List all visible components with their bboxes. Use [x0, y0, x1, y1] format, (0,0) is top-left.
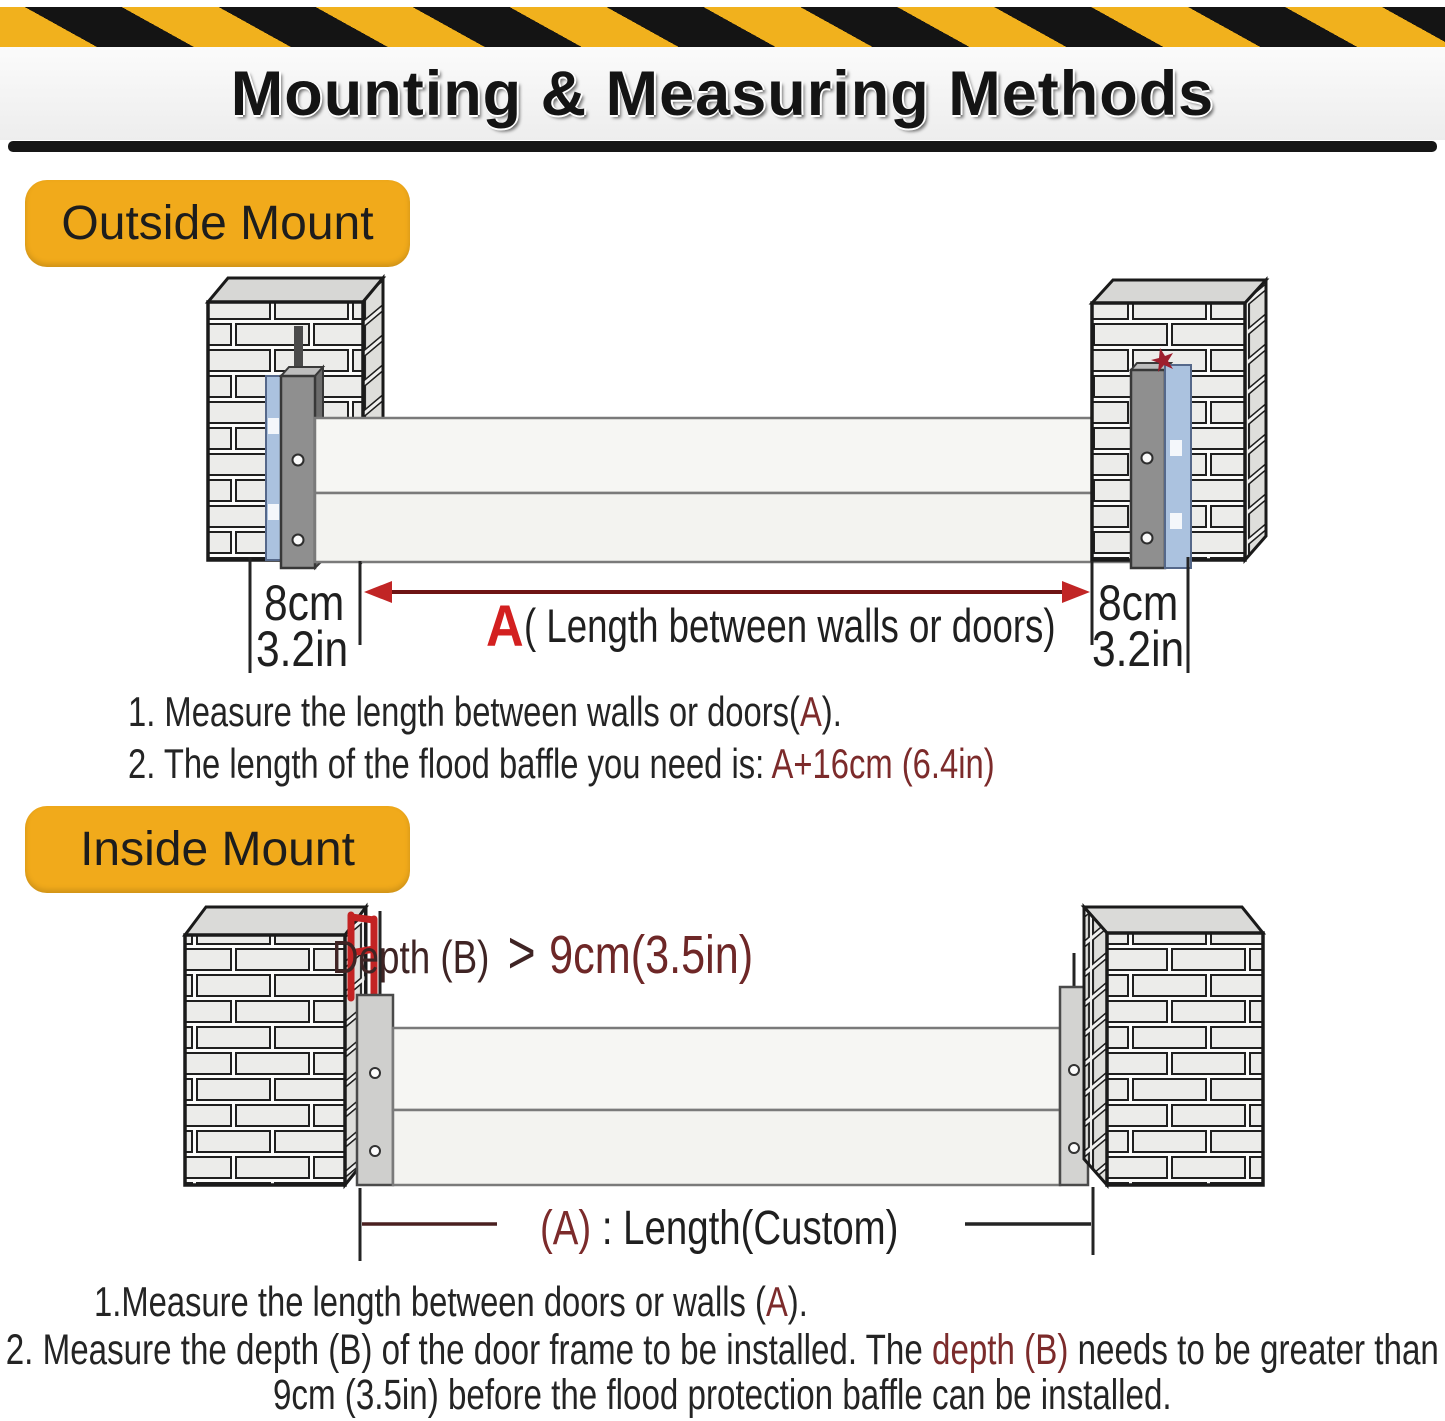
inside-mount-step-2: 2. Measure the depth (B) of the door frame to be installed. The depth (B) needs to be greater than 9cm (3.5in) before the flood protection baffle can be installed. [5, 1327, 1439, 1419]
outside-mount-diagram [0, 270, 1445, 680]
depth-label [332, 919, 753, 986]
screw-hole-icon [370, 1146, 380, 1156]
screw-hole-icon [370, 1068, 380, 1078]
arrowhead-right-icon [1062, 581, 1090, 603]
arrowhead-left-icon [364, 581, 392, 603]
mounting-channel-left [357, 995, 393, 1185]
header-title-band [0, 47, 1445, 140]
outside-mount-badge-label: Outside Mount [61, 197, 374, 250]
flood-baffle-panels [393, 1028, 1060, 1185]
inside-mount-drawing [0, 895, 1445, 1285]
outside-mount-badge [25, 180, 410, 267]
screw-hole-icon [1142, 533, 1153, 544]
screw-hole-icon [1069, 1065, 1079, 1075]
length-a-letter: A [486, 593, 524, 659]
screw-hole-icon [293, 535, 304, 546]
screw-hole-icon [1069, 1143, 1079, 1153]
length-arrow-label: ( Length between walls or doors) [524, 599, 1056, 653]
outside-mount-drawing [0, 270, 1445, 680]
svg-text:Depth (B) > 9cm(3.: Depth (B) > 9cm(3.5in) [332, 918, 754, 987]
gap-left-cm-label: 8cm [264, 574, 345, 631]
outside-mount-steps [128, 686, 995, 790]
hazard-stripe-banner [0, 7, 1445, 47]
screw-hole-icon [293, 455, 304, 466]
brick-pillar-right [1084, 907, 1263, 1185]
length-custom-label [540, 1202, 898, 1255]
inside-mount-badge [25, 806, 410, 893]
flood-baffle-panels [315, 418, 1131, 562]
inside-mount-step-1: 1.Measure the length between doors or walls (A). [94, 1278, 808, 1325]
gap-right-cm-label: 8cm [1098, 574, 1179, 631]
gap-left-in-label: 3.2in [256, 620, 349, 677]
outside-step-1: 1. Measure the length between walls or doors(A). [128, 688, 842, 735]
header-divider-bar [8, 141, 1437, 152]
outside-step-2: 2. The length of the flood baffle you need is: A+16cm (6.4in) [128, 740, 995, 787]
mounting-channel-right [1131, 348, 1191, 568]
svg-text:(A) : Length(Custom): (A) : Length(Custom) [540, 1202, 899, 1256]
inside-mount-diagram [0, 895, 1445, 1285]
gap-right-in-label: 3.2in [1092, 620, 1185, 677]
inside-mount-badge-label: Inside Mount [80, 823, 355, 876]
page-title: Mounting & Measuring Methods [230, 58, 1215, 129]
screw-hole-icon [1142, 453, 1153, 464]
